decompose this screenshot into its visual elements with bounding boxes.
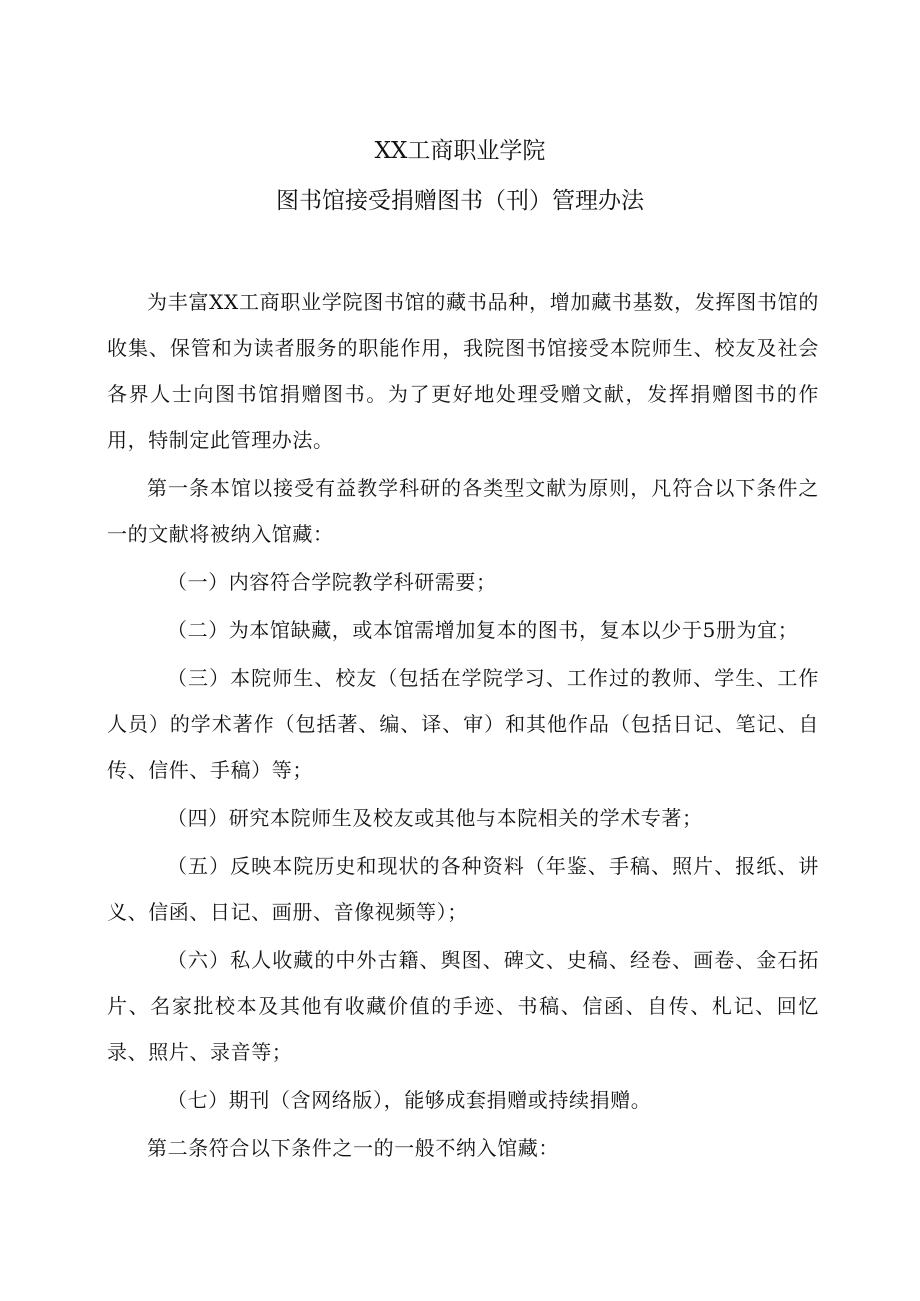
document-body [107,279,819,1171]
article-2: 第二条符合以下条件之一的一般不纳入馆藏： [147,1136,559,1160]
intro-paragraph: 为丰富XX工商职业学院图书馆的藏书品种，增加藏书基数，发挥图书馆的收集、保管和为读者服务的职能作用，我院图书馆接受本院师生、校友及社会各界人士向图书馆捐赠图书。为了更好地处理受赠文献，发挥捐赠图书的作用，特制定此管理办法。 [107,290,819,452]
article-1-item-3: （三）本院师生、校友（包括在学院学习、工作过的教师、学生、工作人员）的学术著作（包括著、编、译、审）和其他作品（包括日记、笔记、自传、信件、手稿）等； [107,666,819,782]
article-1-item-1: （一）内容符合学院教学科研需要； [167,570,497,594]
article-1-item-2: （二）为本馆缺藏，或本馆需增加复本的图书，复本以少于5册为宜； [167,618,799,642]
article-1-item-5: （五）反映本院历史和现状的各种资料（年鉴、手稿、照片、报纸、讲义、信函、日记、画册、音像视频等）； [107,854,819,924]
article-1-item-4: （四）研究本院师生及校友或其他与本院相关的学术专著； [167,806,703,830]
document-title-institution: XX工商职业学院 [374,138,546,164]
article-1-item-7: （七）期刊（含网络版），能够成套捐赠或持续捐赠。 [167,1088,652,1112]
article-1: 第一条本馆以接受有益教学科研的各类型文献为原则，凡符合以下条件之一的文献将被纳入馆藏： [107,476,819,546]
article-1-item-6: （六）私人收藏的中外古籍、舆图、碑文、史稿、经卷、画卷、金石拓片、名家批校本及其他有收藏价值的手迹、书稿、信函、自传、札记、回忆录、照片、录音等； [107,948,819,1064]
document-title-regulation: 图书馆接受捐赠图书（刊）管理办法 [276,188,644,214]
